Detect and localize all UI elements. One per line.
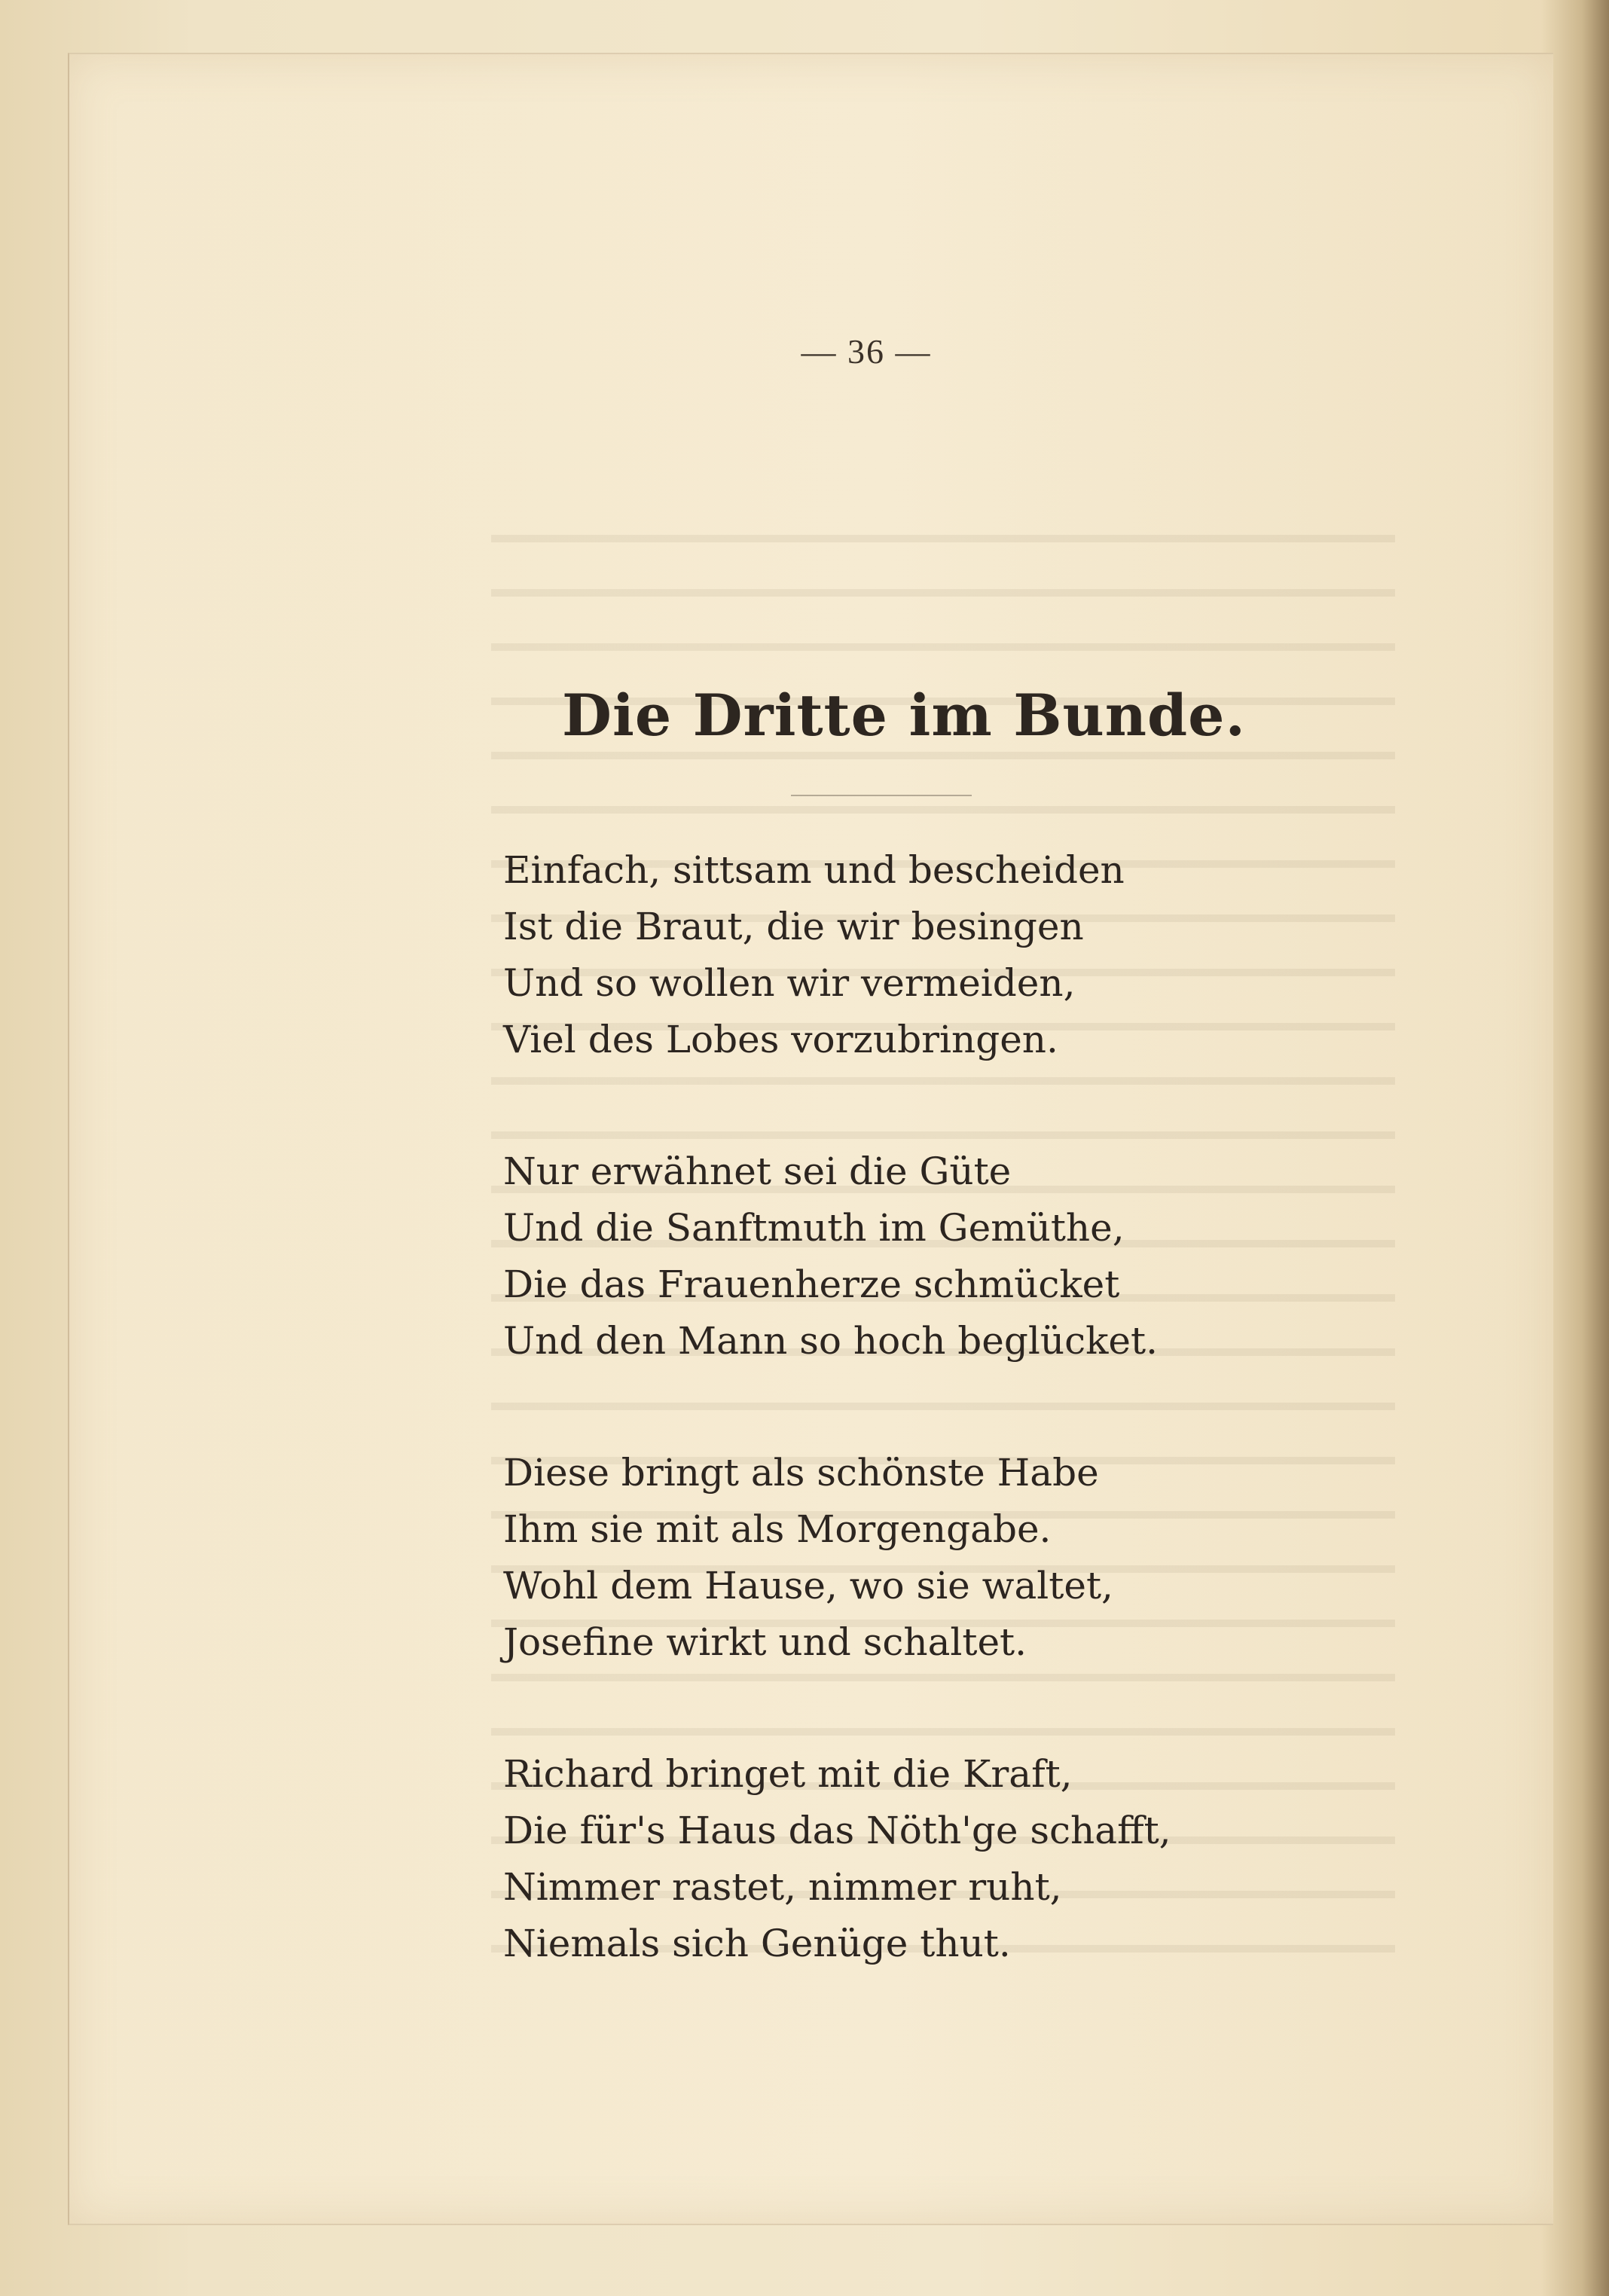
poem-line: Und die Sanftmuth im Gemüthe, xyxy=(503,1206,1125,1250)
poem-line: Und so wollen wir vermeiden, xyxy=(503,961,1076,1005)
poem-line: Die für's Haus das Nöth'ge schafft, xyxy=(503,1809,1171,1852)
poem-line: Josefine wirkt und schaltet. xyxy=(503,1620,1027,1664)
poem-line: Richard bringet mit die Kraft, xyxy=(503,1752,1073,1796)
poem-title: Die Dritte im Bunde. xyxy=(562,682,1246,749)
poem-body xyxy=(503,842,1482,2047)
poem-line: Nimmer rastet, nimmer ruht, xyxy=(503,1865,1062,1909)
stanza xyxy=(503,1445,1482,1671)
poem-line: Wohl dem Hause, wo sie waltet, xyxy=(503,1564,1113,1608)
poem-line: Niemals sich Genüge thut. xyxy=(503,1922,1011,1965)
stanza xyxy=(503,842,1482,1068)
stanza xyxy=(503,1143,1482,1369)
poem-line: Diese bringt als schönste Habe xyxy=(503,1451,1099,1495)
poem-line: Ist die Braut, die wir besingen xyxy=(503,905,1084,948)
page-number: — 36 — xyxy=(801,332,932,371)
poem-line: Die das Frauenherze schmücket xyxy=(503,1262,1120,1306)
poem-line: Nur erwähnet sei die Güte xyxy=(503,1150,1012,1193)
poem-line: Ihm sie mit als Morgengabe. xyxy=(503,1507,1052,1551)
poem-line: Und den Mann so hoch beglücket. xyxy=(503,1319,1158,1363)
poem-line: Einfach, sittsam und bescheiden xyxy=(503,848,1125,892)
poem-line: Viel des Lobes vorzubringen. xyxy=(503,1018,1058,1061)
stanza xyxy=(503,1746,1482,1972)
title-divider xyxy=(791,795,972,796)
